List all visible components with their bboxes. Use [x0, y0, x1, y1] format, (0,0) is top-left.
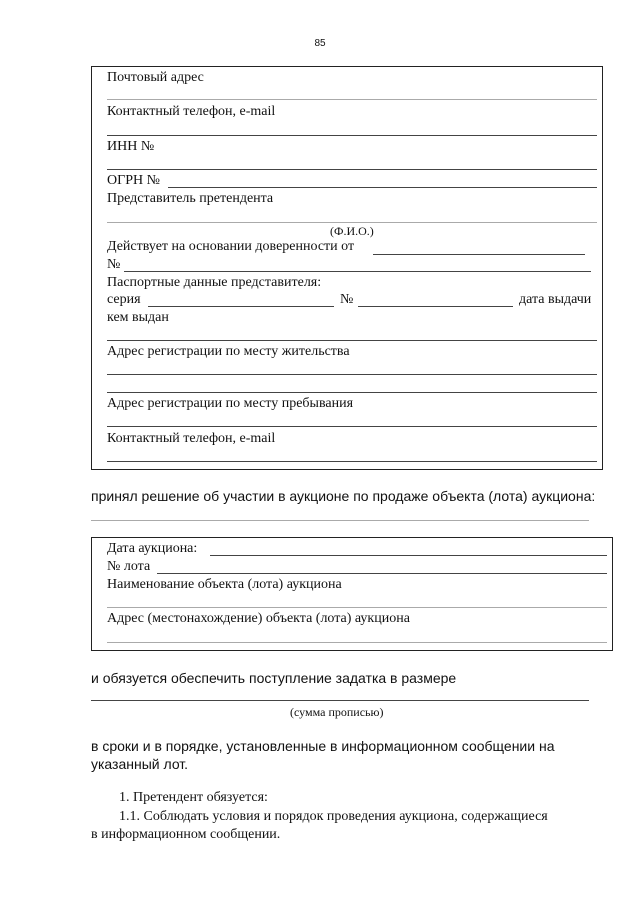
passport-number-line: [358, 306, 513, 307]
decision-line: [91, 520, 589, 521]
auction-date-label: Дата аукциона:: [107, 541, 198, 556]
issued-by-line: [107, 340, 597, 341]
lot-address-line: [107, 642, 607, 643]
ogrn-label: ОГРН №: [107, 173, 160, 188]
sum-caption: (сумма прописью): [290, 705, 384, 719]
decision-text: принял решение об участии в аукционе по продаже объекта (лота) аукциона:: [91, 488, 596, 504]
stay-registration-line: [107, 426, 597, 427]
contact-phone-2-label: Контактный телефон, e-mail: [107, 431, 276, 446]
obligations-heading: 1. Претендент обязуется:: [119, 790, 268, 805]
obligation-1-1-line-1: 1.1. Соблюдать условия и порядок проведения аукциона, содержащиеся: [119, 809, 548, 824]
series-line: [148, 306, 334, 307]
passport-data-label: Паспортные данные представителя:: [107, 275, 322, 290]
postal-address-line: [107, 99, 597, 100]
stay-registration-label: Адрес регистрации по месту пребывания: [107, 396, 354, 411]
representative-line: [107, 222, 597, 223]
page-number: 85: [314, 38, 326, 49]
lot-name-line: [107, 607, 607, 608]
lot-address-label: Адрес (местонахождение) объекта (лота) аукциона: [107, 611, 410, 626]
contact-phone-2-line: [107, 461, 597, 462]
postal-address-label: Почтовый адрес: [107, 70, 204, 85]
contact-phone-line: [107, 135, 597, 136]
terms-text-line-2: указанный лот.: [91, 756, 189, 772]
terms-text-line-1: в сроки и в порядке, установленные в информационном сообщении на: [91, 738, 555, 754]
fio-caption: (Ф.И.О.): [330, 224, 374, 238]
proxy-number-label: №: [107, 257, 121, 272]
deposit-sum-line: [91, 700, 589, 701]
proxy-date-line: [373, 254, 585, 255]
deposit-text: и обязуется обеспечить поступление задатка в размере: [91, 670, 457, 686]
contact-phone-label: Контактный телефон, e-mail: [107, 104, 276, 119]
residence-line-1: [107, 374, 597, 375]
ogrn-line: [168, 187, 597, 188]
obligation-1-1-line-2: в информационном сообщении.: [91, 827, 281, 842]
inn-line: [107, 169, 597, 170]
passport-number-label: №: [340, 292, 354, 307]
proxy-number-line: [124, 271, 591, 272]
auction-date-line: [210, 555, 607, 556]
residence-registration-label: Адрес регистрации по месту жительства: [107, 344, 350, 359]
lot-name-label: Наименование объекта (лота) аукциона: [107, 577, 342, 592]
issued-by-label: кем выдан: [107, 310, 169, 325]
series-label: серия: [107, 292, 141, 307]
issue-date-label: дата выдачи: [519, 292, 592, 307]
inn-label: ИНН №: [107, 139, 155, 154]
lot-number-line: [157, 573, 607, 574]
lot-number-label: № лота: [107, 559, 151, 574]
acts-by-proxy-label: Действует на основании доверенности от: [107, 239, 355, 254]
residence-line-2: [107, 392, 597, 393]
representative-label: Представитель претендента: [107, 191, 274, 206]
